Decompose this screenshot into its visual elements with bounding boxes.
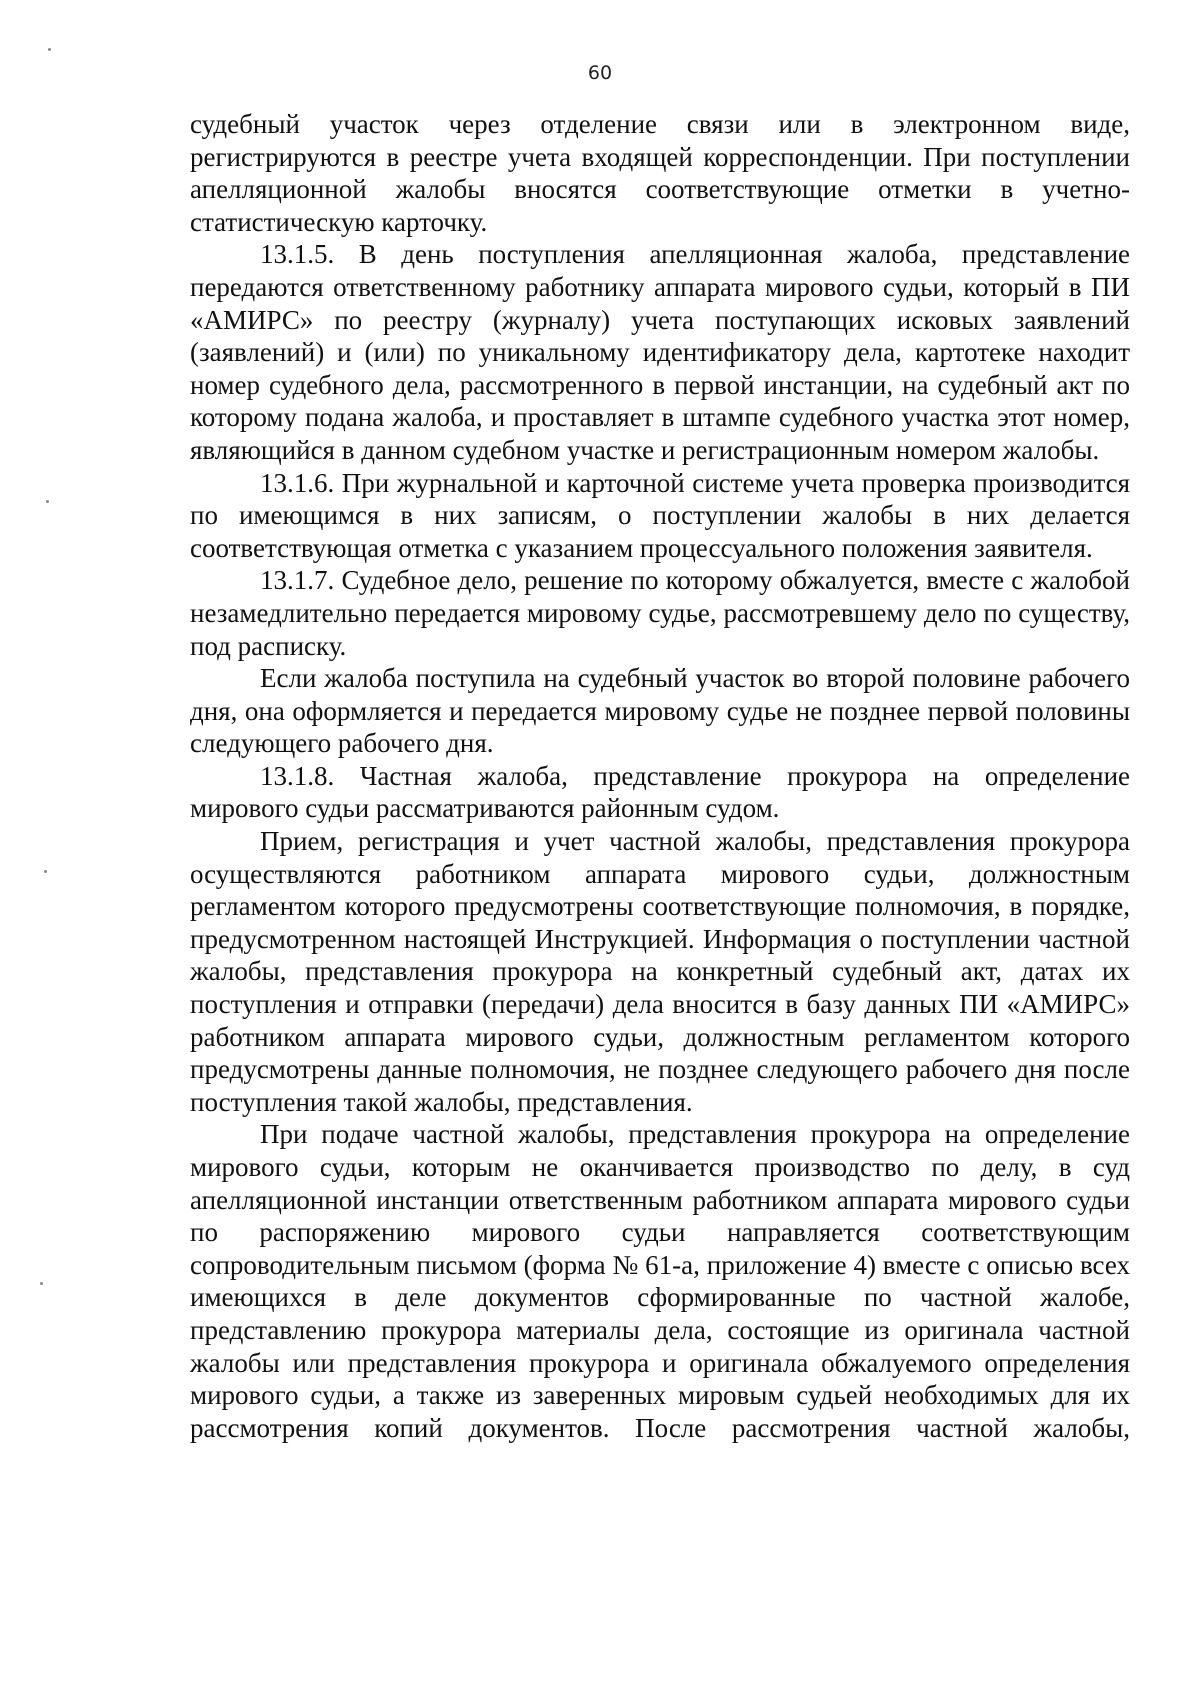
paragraph-second-half-day: Если жалоба поступила на судебный участок во второй половине рабочего дня, она оформляется и передается мировому судье не позднее первой половины следующего рабочего дня. (190, 663, 1130, 759)
paragraph-continuation: судебный участок через отделение связи или в электронном виде, регистрируются в реестре учета входящей корреспонденции. При поступлении апелляционной жалобы вносятся соответствующие отметки в учетно-статистическую карточку. (190, 109, 1130, 237)
paragraph-13-1-7: 13.1.7. Судебное дело, решение по которому обжалуется, вместе с жалобой незамедлительно передается мировому судье, рассмотревшему дело по существу, под расписку. (190, 565, 1130, 661)
paragraph-registration: Прием, регистрация и учет частной жалобы, представления прокурора осуществляются работником аппарата мирового судьи, должностным регламентом которого предусмотрены соответствующие полномочия, в порядке, предусмотренном настоящей Инструкцией. Информация о поступлении частной жалобы, представления прокурора на конкретный судебный акт, датах их поступления и отправки (передачи) дела вносится в базу данных ПИ «АМИРС» работником аппарата мирового судьи, должностным регламентом которого предусмотрены данные полномочия, не позднее следующего рабочего дня после поступления такой жалобы, представления. (190, 826, 1130, 1117)
paragraph-13-1-8: 13.1.8. Частная жалоба, представление прокурора на определение мирового судьи рассматриваются районным судом. (190, 760, 1130, 824)
scan-speck (46, 500, 49, 503)
paragraph-13-1-6: 13.1.6. При журнальной и карточной системе учета проверка производится по имеющимся в них записям, о поступлении жалобы в них делается соответствующая отметка с указанием процессуального положения заявителя. (190, 467, 1130, 563)
scan-speck (44, 870, 47, 873)
paragraph-private-complaint: При подаче частной жалобы, представления прокурора на определение мирового судьи, которым не оканчивается производство по делу, в суд апелляционной инстанции ответственным работником аппарата мирового судьи по распоряжению мирового судьи направляется соответствующим сопроводительным письмом (форма № 61-а, приложение 4) вместе с описью всех имеющихся в деле документов сформированные по частной жалобе, представлению прокурора материалы дела, состоящие из оригинала частной жалобы или представления прокурора и оригинала обжалуемого определения мирового судьи, а также из заверенных мировым судьей необходимых для их рассмотрения копий документов. После рассмотрения частной жалобы, (190, 1119, 1130, 1443)
scan-speck (40, 1282, 43, 1285)
paragraph-13-1-5: 13.1.5. В день поступления апелляционная жалоба, представление передаются ответственному работнику аппарата мирового судьи, который в ПИ «АМИРС» по реестру (журналу) учета поступающих исковых заявлений (заявлений) и (или) по уникальному идентификатору дела, картотеке находит номер судебного дела, рассмотренного в первой инстанции, на судебный акт по которому подана жалоба, и проставляет в штампе судебного участка этот номер, являющийся в данном судебном участке и регистрационным номером жалобы. (190, 239, 1130, 465)
document-body (190, 108, 1130, 1444)
page-number: 60 (587, 62, 613, 84)
scan-speck (48, 48, 51, 51)
